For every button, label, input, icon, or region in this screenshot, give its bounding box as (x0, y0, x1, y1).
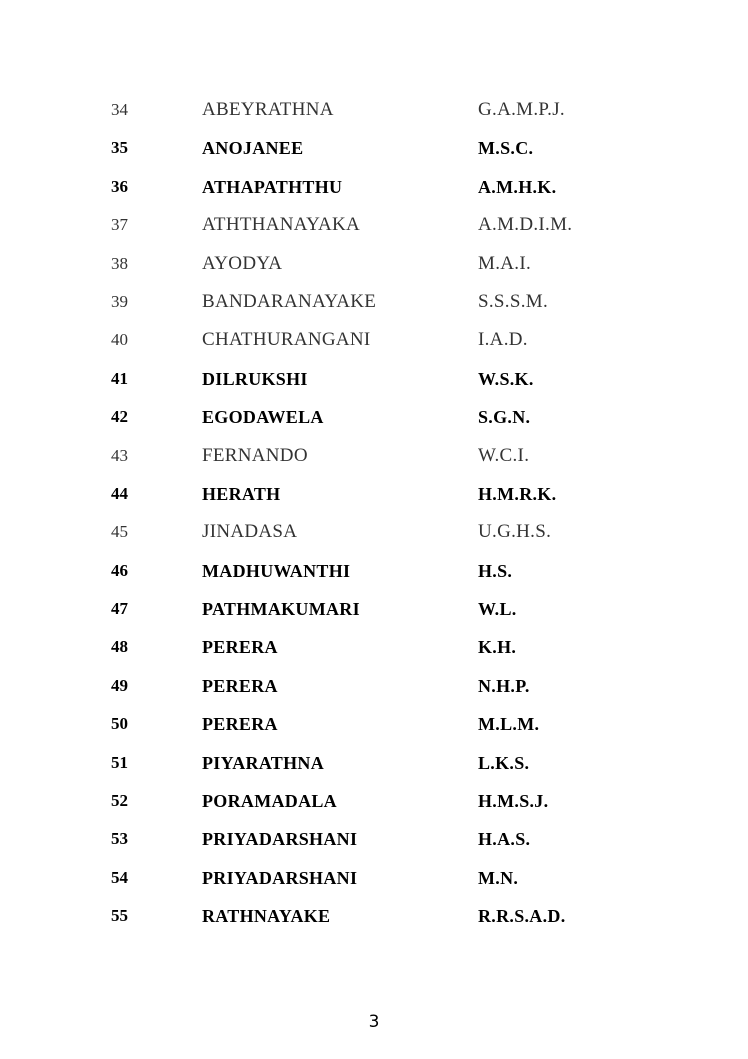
name-list (0, 91, 748, 936)
entry-surname: DILRUKSHI (202, 368, 308, 389)
entry-surname: JINADASA (202, 521, 298, 543)
entry-surname: ANOJANEE (202, 138, 304, 159)
list-item (0, 744, 748, 782)
list-item (0, 705, 748, 743)
entry-surname: MADHUWANTHI (202, 560, 351, 581)
entry-initials: R.R.S.A.D. (478, 906, 566, 927)
list-item (0, 321, 748, 359)
entry-number: 34 (111, 100, 128, 119)
entry-initials: M.A.I. (478, 252, 531, 274)
entry-initials: A.M.H.K. (478, 176, 557, 197)
list-item (0, 475, 748, 513)
list-item (0, 782, 748, 820)
entry-surname: PERERA (202, 714, 278, 735)
list-item (0, 552, 748, 590)
entry-initials: W.C.I. (478, 444, 530, 466)
entry-surname: EGODAWELA (202, 407, 324, 428)
entry-initials: N.H.P. (478, 675, 530, 696)
entry-number: 41 (111, 368, 128, 388)
entry-initials: M.N. (478, 867, 519, 888)
list-item (0, 590, 748, 628)
entry-number: 42 (111, 407, 128, 427)
entry-initials: H.M.R.K. (478, 483, 557, 504)
list-item (0, 513, 748, 551)
entry-number: 49 (111, 675, 128, 695)
list-item (0, 859, 748, 897)
entry-number: 37 (111, 215, 128, 235)
entry-surname: PRIYADARSHANI (202, 829, 358, 850)
entry-surname: BANDARANAYAKE (202, 290, 377, 312)
list-item (0, 360, 748, 398)
list-item (0, 437, 748, 475)
entry-initials: G.A.M.P.J. (478, 99, 565, 120)
list-item (0, 129, 748, 167)
entry-initials: H.A.S. (478, 829, 531, 850)
entry-surname: RATHNAYAKE (202, 906, 331, 927)
list-item (0, 667, 748, 705)
entry-number: 55 (111, 906, 128, 926)
entry-number: 35 (111, 138, 128, 158)
entry-number: 40 (111, 330, 128, 350)
entry-initials: I.A.D. (478, 329, 528, 351)
entry-initials: K.H. (478, 637, 517, 658)
entry-surname: PIYARATHNA (202, 752, 325, 773)
entry-initials: M.S.C. (478, 138, 534, 159)
entry-initials: H.S. (478, 560, 513, 581)
entry-number: 47 (111, 599, 128, 619)
entry-surname: AYODYA (202, 252, 283, 274)
entry-number: 46 (111, 560, 128, 580)
entry-surname: PERERA (202, 675, 278, 696)
entry-surname: PERERA (202, 637, 278, 658)
entry-number: 36 (111, 176, 128, 196)
entry-number: 45 (111, 522, 128, 542)
entry-number: 51 (111, 752, 128, 772)
entry-number: 44 (111, 483, 128, 503)
entry-surname: CHATHURANGANI (202, 329, 371, 351)
entry-number: 38 (111, 253, 128, 273)
entry-surname: HERATH (202, 483, 281, 504)
entry-number: 54 (111, 867, 128, 887)
list-item (0, 206, 748, 244)
entry-initials: W.S.K. (478, 368, 534, 389)
entry-surname: ATHTHANAYAKA (202, 214, 361, 236)
entry-surname: ATHAPATHTHU (202, 176, 343, 197)
entry-surname: PRIYADARSHANI (202, 867, 358, 888)
list-item (0, 168, 748, 206)
list-item (0, 628, 748, 666)
entry-initials: H.M.S.J. (478, 791, 549, 812)
entry-surname: FERNANDO (202, 444, 308, 466)
entry-initials: A.M.D.I.M. (478, 214, 573, 236)
list-item (0, 91, 748, 129)
entry-initials: S.G.N. (478, 407, 531, 428)
entry-number: 50 (111, 714, 128, 734)
entry-number: 53 (111, 829, 128, 849)
entry-initials: U.G.H.S. (478, 521, 552, 543)
entry-initials: S.S.S.M. (478, 290, 548, 312)
list-item (0, 398, 748, 436)
page-number: 3 (368, 1012, 380, 1032)
entry-number: 43 (111, 445, 128, 465)
entry-initials: W.L. (478, 599, 517, 620)
entry-initials: M.L.M. (478, 714, 540, 735)
entry-surname: ABEYRATHNA (202, 99, 334, 120)
entry-number: 52 (111, 791, 128, 811)
entry-number: 48 (111, 637, 128, 657)
list-item (0, 897, 748, 935)
entry-number: 39 (111, 291, 128, 311)
list-item (0, 245, 748, 283)
list-item (0, 283, 748, 321)
list-item (0, 820, 748, 858)
entry-initials: L.K.S. (478, 752, 530, 773)
entry-surname: PATHMAKUMARI (202, 599, 360, 620)
entry-surname: PORAMADALA (202, 791, 337, 812)
